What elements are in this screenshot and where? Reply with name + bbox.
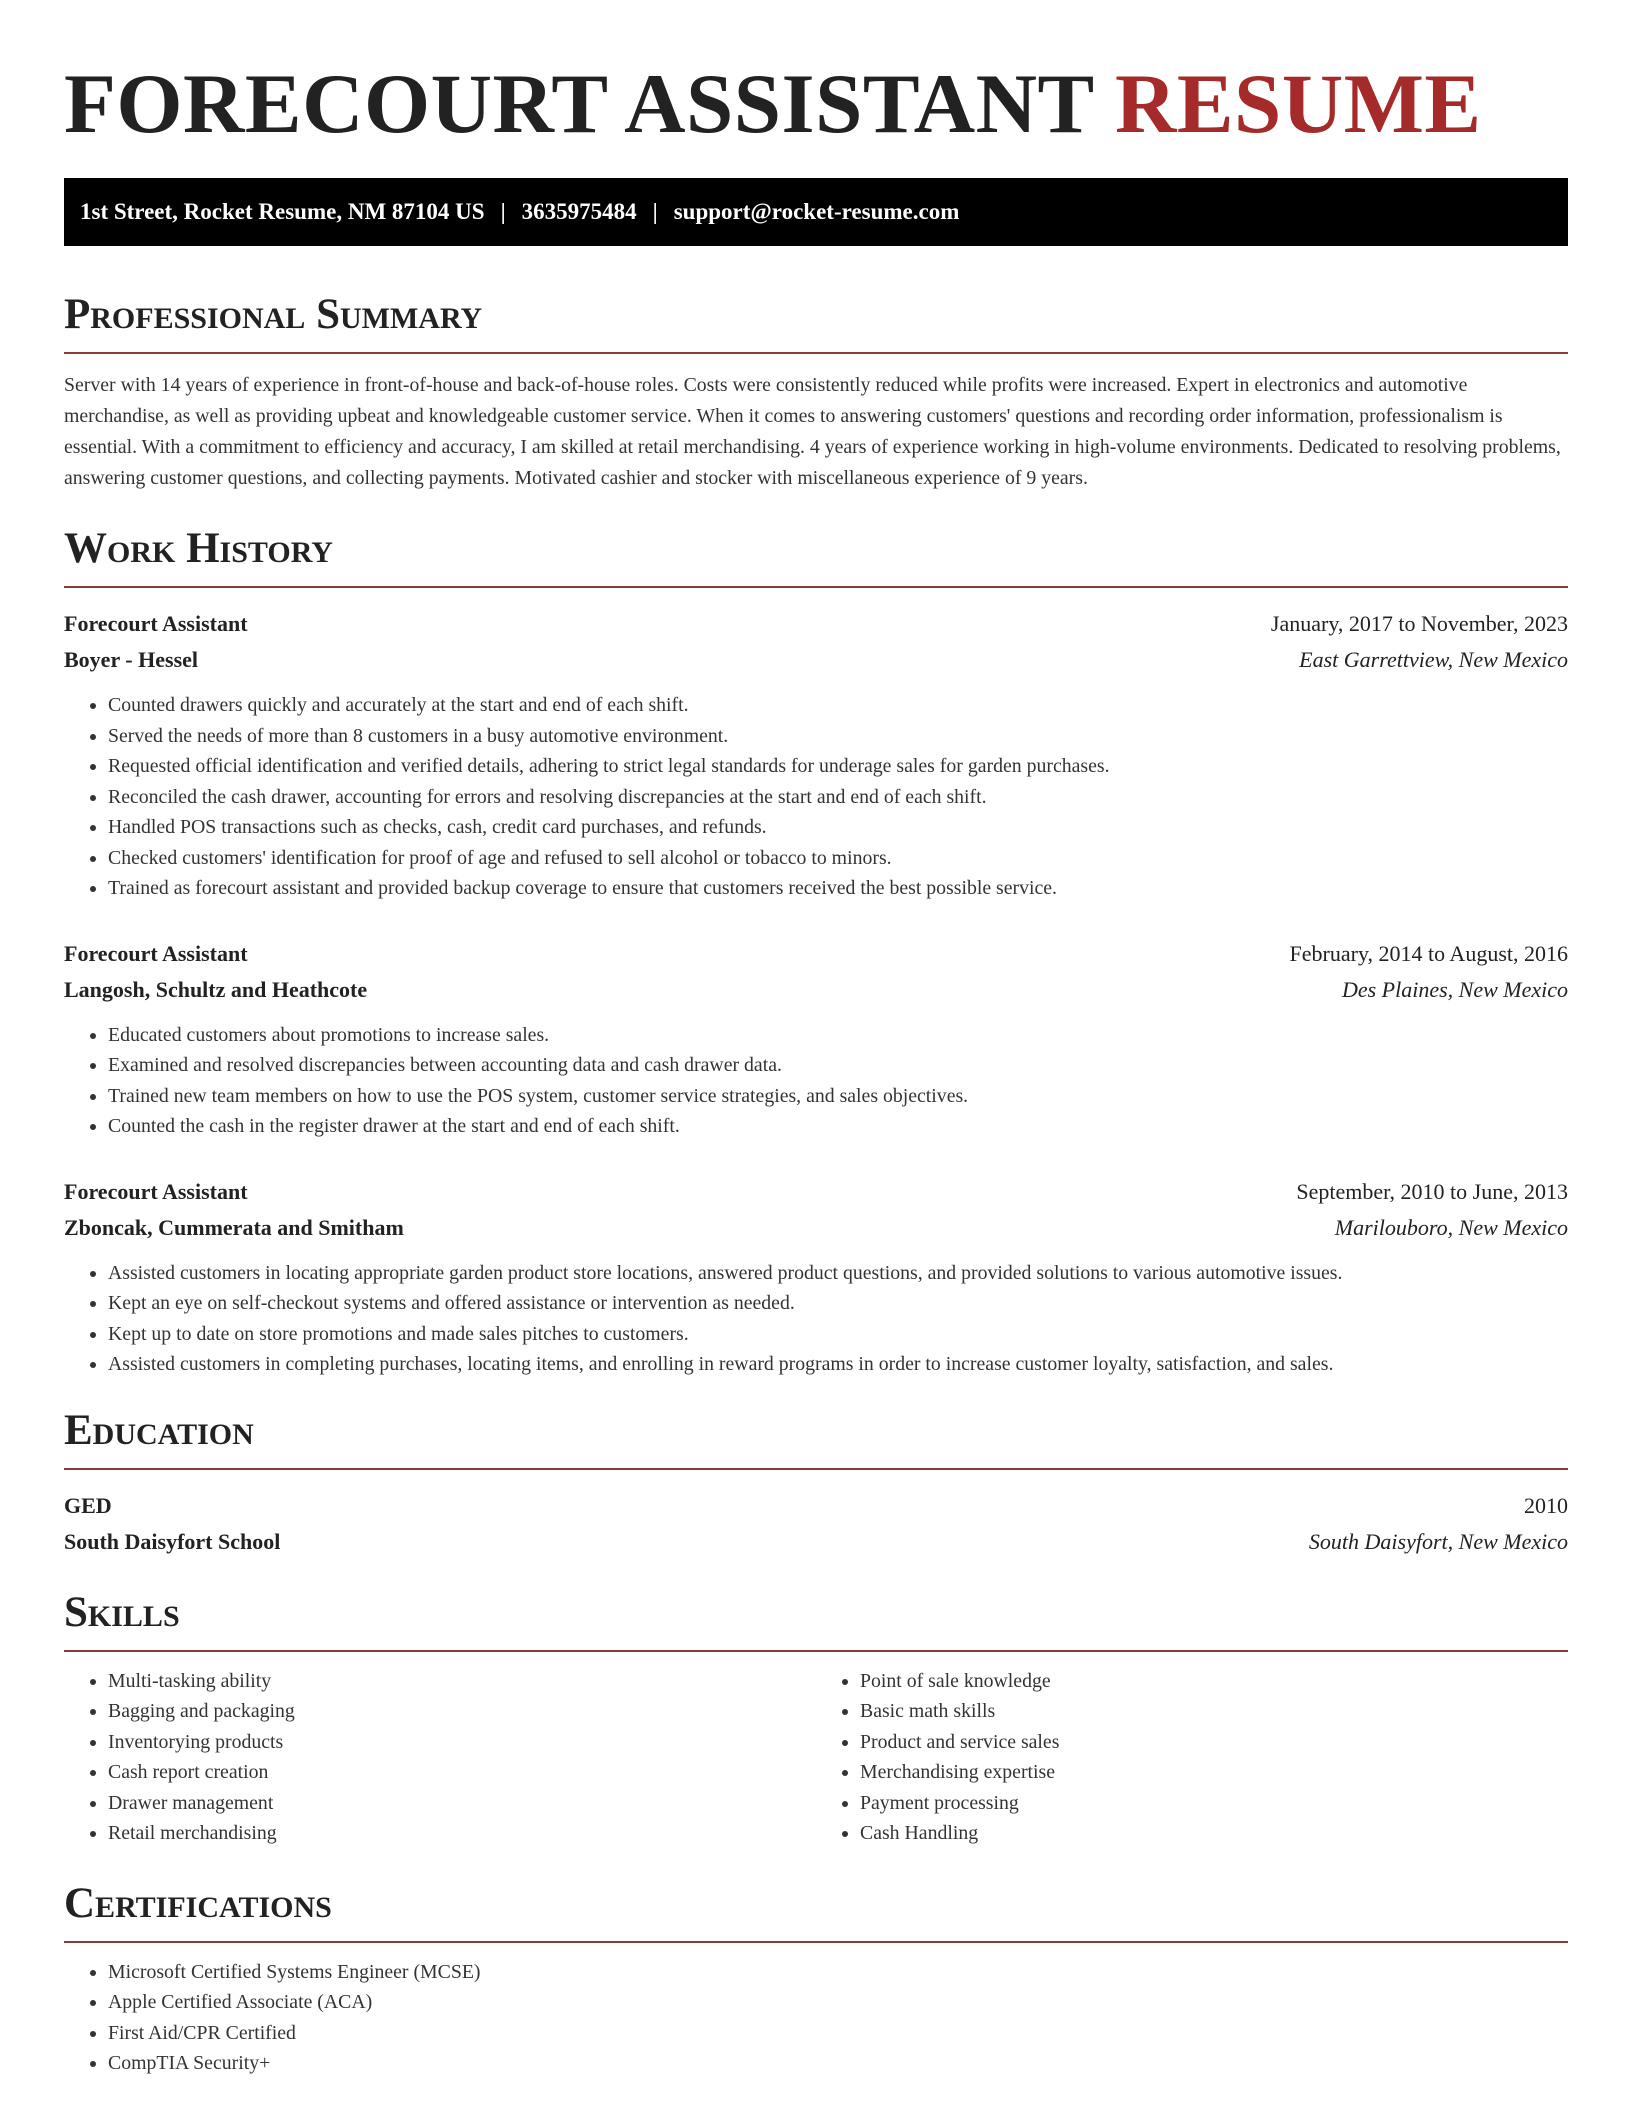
job-bullet: • Counted drawers quickly and accurately at the start and end of each shift. [108, 690, 1568, 721]
job-bullet: • Examined and resolved discrepancies between accounting data and cash drawer data. [108, 1050, 1568, 1081]
skills-list-left [64, 1666, 816, 1849]
job-company-row [64, 972, 1568, 1008]
certification-item: • First Aid/CPR Certified [108, 2018, 1568, 2049]
certification-item: • Apple Certified Associate (ACA) [108, 1987, 1568, 2018]
job-bullet-list [64, 1258, 1568, 1380]
skills-heading: Skills [64, 1588, 180, 1636]
job-bullet: • Reconciled the cash drawer, accounting for errors and resolving discrepancies at the start and end of each shift. [108, 782, 1568, 813]
job-bullet: • Assisted customers in completing purchases, locating items, and enrolling in reward programs in order to increase customer loyalty, satisfaction, and sales. [108, 1349, 1568, 1380]
education-location: South Daisyfort, New Mexico [1308, 1528, 1568, 1554]
certification-item: • Microsoft Certified Systems Engineer (MCSE) [108, 1957, 1568, 1988]
job-bullet: • Requested official identification and verified details, adhering to strict legal standards for underage sales for garden purchases. [108, 751, 1568, 782]
education-school-row [64, 1524, 1568, 1560]
job-dates: September, 2010 to June, 2013 [1296, 1178, 1568, 1204]
job-company-row [64, 1210, 1568, 1246]
summary-text: Server with 14 years of experience in front-of-house and back-of-house roles. Costs were consistently reduced while profits were increased. Expert in electronics and automotive merchandise, as well as providing upbeat and knowledgeable customer service. When it comes to answering customers' questions and recording order information, professionalism is essential. With a commitment to efficiency and accuracy, I am skilled at retail merchandising. 4 years of experience working in high-volume environments. Dedicated to resolving problems, answering customer questions, and collecting payments. Motivated cashier and stocker with miscellaneous experience of 9 years. [64, 374, 1561, 489]
summary-heading: Professional Summary [64, 291, 483, 338]
job-bullet: • Educated customers about promotions to increase sales. [108, 1020, 1568, 1051]
skills-grid [64, 1666, 1568, 1849]
job-location: East Garrettview, New Mexico [1299, 647, 1568, 672]
certifications-heading: Certifications [64, 1879, 332, 1927]
contact-address: 1st Street, Rocket Resume, NM 87104 US [80, 199, 485, 224]
job-bullet: • Trained new team members on how to use the POS system, customer service strategies, and sales objectives. [108, 1081, 1568, 1112]
job-header-row [64, 936, 1568, 972]
job-title: Forecourt Assistant [64, 1178, 248, 1204]
job-bullet: • Checked customers' identification for proof of age and refused to sell alcohol or tobacco to minors. [108, 843, 1568, 874]
skill-item: • Cash Handling [860, 1818, 1568, 1849]
job-company: Zboncak, Cummerata and Smitham [64, 1214, 404, 1240]
job-location: Des Plaines, New Mexico [1341, 976, 1568, 1002]
job-bullet: • Assisted customers in locating appropriate garden product store locations, answered product questions, and provided solutions to various automotive issues. [108, 1258, 1568, 1289]
section-divider [64, 586, 1568, 588]
skill-item: • Basic math skills [860, 1696, 1568, 1727]
job-entry [64, 936, 1568, 1142]
job-title: Forecourt Assistant [64, 611, 248, 636]
job-bullet: • Counted the cash in the register drawer at the start and end of each shift. [108, 1111, 1568, 1142]
skill-item: • Merchandising expertise [860, 1757, 1568, 1788]
job-header-row [64, 1174, 1568, 1210]
job-dates: January, 2017 to November, 2023 [1270, 611, 1568, 636]
job-location: Marilouboro, New Mexico [1334, 1214, 1568, 1240]
job-entry [64, 606, 1568, 904]
job-header-row [64, 606, 1568, 642]
education-year: 2010 [1524, 1492, 1568, 1518]
job-dates: February, 2014 to August, 2016 [1289, 940, 1568, 966]
job-bullet: • Served the needs of more than 8 customers in a busy automotive environment. [108, 721, 1568, 752]
job-company: Langosh, Schultz and Heathcote [64, 976, 368, 1002]
contact-separator: | [652, 199, 658, 224]
skills-list-right [816, 1666, 1568, 1849]
contact-phone: 3635975484 [521, 199, 637, 224]
education-entry [64, 1488, 1568, 1560]
contact-email: support@rocket-resume.com [673, 199, 960, 224]
job-bullet-list [64, 1020, 1568, 1142]
skill-item: • Drawer management [108, 1788, 816, 1819]
certifications-list [64, 1957, 1568, 2079]
education-row [64, 1488, 1568, 1524]
job-bullet: • Handled POS transactions such as checks, cash, credit card purchases, and refunds. [108, 812, 1568, 843]
education-school: South Daisyfort School [64, 1528, 281, 1554]
job-title: Forecourt Assistant [64, 940, 248, 966]
job-company: Boyer - Hessel [64, 647, 199, 672]
skill-item: • Product and service sales [860, 1727, 1568, 1758]
skill-item: • Payment processing [860, 1788, 1568, 1819]
job-company-row [64, 642, 1568, 678]
skill-item: • Multi-tasking ability [108, 1666, 816, 1697]
contact-bar [64, 178, 1568, 246]
work-history-heading: Work History [64, 525, 333, 572]
skill-item: • Point of sale knowledge [860, 1666, 1568, 1697]
section-divider [64, 1941, 1568, 1943]
skill-item: • Inventorying products [108, 1727, 816, 1758]
section-divider [64, 1650, 1568, 1652]
job-bullet: • Kept up to date on store promotions and made sales pitches to customers. [108, 1319, 1568, 1350]
job-bullet: • Trained as forecourt assistant and provided backup coverage to ensure that customers received the best possible service. [108, 873, 1568, 904]
contact-separator: | [500, 199, 506, 224]
job-entry [64, 1174, 1568, 1380]
section-divider [64, 352, 1568, 354]
resume-title-main: FORECOURT ASSISTANT [64, 57, 1094, 151]
resume-title [64, 54, 1568, 154]
education-degree: GED [64, 1492, 112, 1518]
job-bullet-list [64, 690, 1568, 904]
resume-title-accent: RESUME [1114, 57, 1482, 151]
education-heading: Education [64, 1406, 254, 1454]
skill-item: • Bagging and packaging [108, 1696, 816, 1727]
section-divider [64, 1468, 1568, 1470]
certification-item: • CompTIA Security+ [108, 2048, 1568, 2079]
skill-item: • Retail merchandising [108, 1818, 816, 1849]
job-bullet: • Kept an eye on self-checkout systems and offered assistance or intervention as needed. [108, 1288, 1568, 1319]
skill-item: • Cash report creation [108, 1757, 816, 1788]
